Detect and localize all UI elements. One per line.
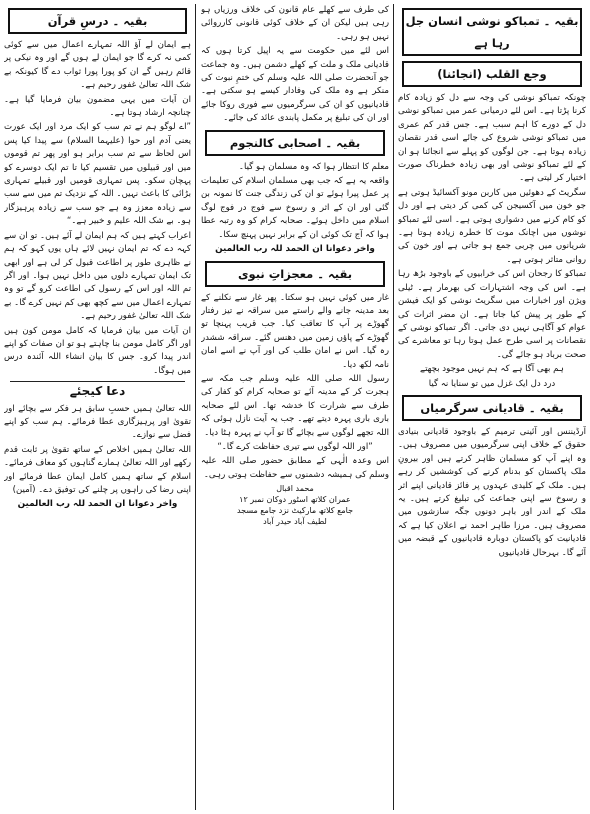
quran-lesson-heading: بقیہ ۔ درسِ قرآن (8, 8, 187, 34)
companions-paragraph-2: واقعہ یہ ہے کہ جب بھی مسلمان اسلام کی تعلیمات پر عمل پیرا ہوئے تو ان کی زندگی جنت کا نمونہ بن گئی اور ان کے اثر و رسوخ سے فوج در فوج لوگ اسلام میں داخل ہوئے۔ صحابہ کرام کو وہ رتبہ عطا ہوا کہ آج تک کوئی ان کے برابر نہیں پہنچ سکا۔ (201, 176, 389, 240)
miracles-paragraph-3: اس وعدہ الٰہی کے مطابق حضور صلی اللہ علیہ وسلم کی ہمیشہ دشمنوں سے حفاظت ہوتی رہی۔ (201, 456, 389, 480)
smoking-paragraph-2: سگریٹ کے دھوئیں میں کاربن مونو آکسائیڈ ہوتی ہے جو خون میں آکسیجن کی کمی کر دیتی ہے اور دل کو کام کرنے میں دشواری ہوتی ہے۔ اسی لئے تمباکو نوشوں میں اچانک موت کا خطرہ زیادہ ہوتا ہے۔ شریانوں میں چربی جمع ہو جاتی ہے اور خون کی روانی متاثر ہوتی ہے۔ (398, 187, 586, 265)
signature-line-4: لطیف آباد حیدر آباد (263, 517, 327, 527)
lesson-paragraph-3: ”اے لوگو ہم نے تم سب کو ایک مرد اور ایک عورت یعنی آدم اور حوا (علیہما السلام) سے پیدا کیا پس اس لحاظ سے تم سب برابر ہو اور پھر تم قوموں میں اور قبیلوں میں تقسیم کیا تا تم ایک دوسرے کو پہچان سکو۔ پس تمہاری قومیں اور قبیلے تمہاری بڑائی کا باعث نہیں۔ اللہ کے نزدیک تم میں سے سب سے زیادہ معزز وہ ہے جو سب سے زیادہ پرہیزگار ہو۔ بے شک اللہ علیم و خبیر ہے۔“ (4, 122, 191, 227)
qadiani-activities-heading: بقیہ ۔ قادیانی سرگرمیاں (402, 395, 582, 421)
section-divider (10, 381, 185, 382)
poetry-line-1: ہم بھی آگا ہے کہ ہم نہیں موجود بچھتے (420, 364, 564, 375)
dua-paragraph-1: اللہ تعالیٰ ہمیں حسبِ سابق ہر فکر سے بچائے اور تقویٰ اور پرہیزگاری عطا فرمائے۔ ہم سب کو اپنے فضل سے نوازے۔ (4, 403, 191, 441)
miracles-heading: بقیہ ۔ معجزاتِ نبوی (205, 261, 385, 287)
companions-heading: بقیہ ۔ اصحابی کالنجوم (205, 130, 385, 156)
author-signature (201, 483, 389, 527)
dua-heading: دعا کیجئے (69, 384, 126, 399)
newspaper-page (4, 4, 586, 810)
lesson-paragraph-1: ہے ایمان لے آؤ اللہ تمہارے اعمال میں سے کوئی کمی نہ کرے گا جو ایمان لے ہوں گے اور وہ نیکی پر قائم رہیں گے ان کو پورا پورا ثواب دے گا کیونکہ بے شک اللہ تعالیٰ غفور رحیم ہے۔ (4, 40, 191, 91)
dua-paragraph-2: اللہ تعالیٰ ہمیں اخلاص کے ساتھ تقویٰ پر ثابت قدم رکھے اور اللہ تعالیٰ ہمارے گناہوں کو معاف فرمائے۔ اسلام کے ساتھ ہمیں کامل ایمان عطا فرمائے اور اپنی رضا کی راہوں پر چلنے کی توفیق دے۔ (آمین) (4, 444, 191, 495)
smoking-paragraph-1: چونکہ تمباکو نوشی کی وجہ سے دل کو زیادہ کام کرنا پڑتا ہے۔ اس لئے درمیانی عمر میں تمباکو نوشی دل کے دورے کا اہم سبب ہے۔ جس قدر کم عمری میں تمباکو نوشی شروع کی جائے اسی قدر نقصان زیادہ ہوتا ہے۔ جن لوگوں کو پہلے سے انجائنا ہو ان کے لئے تمباکو نوشی اور بھی زیادہ خطرناک صورت اختیار کر لیتی ہے۔ (398, 93, 586, 184)
smoking-article-heading: بقیہ ۔ تمباکو نوشی انسان جل رہا ہے (402, 8, 582, 56)
miracles-paragraph-1: غار میں کوئی نہیں ہو سکتا۔ پھر غار سے نکلنے کے بعد مدینہ جانے والے راستے میں سراقہ نے تیز رفتار گھوڑے پر آپ کا تعاقب کیا۔ جب قریب پہنچا تو گھوڑے کے پاؤں زمین میں دھنس گئے۔ سراقہ ششدر رہ گیا۔ اس نے امان طلب کی اور آپ نے اسے امان نامہ لکھ دیا۔ (201, 292, 389, 370)
column-left (4, 4, 191, 810)
column-divider-left (195, 4, 196, 810)
lesson-paragraph-5: ان آیات میں بیان فرمایا کہ کامل مومن کون ہیں اور اگر کامل مومن بنا چاہتے ہو تو ان صفات کو اپنے اندر پیدا کرو۔ جس کا بیان انشاء اللہ آئندہ درس میں ہوگا۔ (4, 325, 191, 376)
continued-paragraph-2: اس لئے میں حکومت سے یہ اپیل کرتا ہوں کہ قادیانی ملک و ملت کے کھلے دشمن ہیں۔ وہ جماعت جو آنحضرت صلی اللہ علیہ وسلم کی ختمِ نبوت کی منکر ہے وہ ملک کی وفادار کیسے ہو سکتی ہے۔ قادیانیوں کو ان کی سرگرمیوں سے فوری روکا جائے اور ان کی تبلیغ پر مکمل پابندی عائد کی جائے۔ (201, 46, 389, 124)
lesson-paragraph-2: ان آیات میں یہی مضمون بیان فرمایا گیا ہے۔ چنانچہ ارشاد ہوتا ہے۔ (4, 94, 191, 119)
smoking-paragraph-3: تمباکو کا رجحان اس کی خرابیوں کے باوجود بڑھ رہا ہے۔ اس کی وجہ اشتہارات کی بھرمار ہے۔ ٹیلی ویژن اور اخبارات میں سگریٹ نوشی کو ایک فیشن کے طور پر پیش کیا جاتا ہے۔ ان مضر اثرات کی عوام کو آگاہی نہیں دی جاتی۔ اگر تمباکو نوشی کے نقصانات پر اسی طرح عمل ہوتا رہا تو معاشرے کی صحت برباد ہو جائے گی۔ (398, 269, 586, 360)
column-divider-right (393, 4, 394, 810)
column-middle (201, 4, 389, 810)
poetry-line-2: درد دل ایک غزل میں تو سنایا نہ گیا (428, 378, 556, 389)
closing-prayer-middle: واخر دعوانا ان الحمد للہ رب العالمین (215, 244, 375, 255)
continued-paragraph-1: کی طرف سے کھلے عام قانون کی خلاف ورزیاں ہو رہی ہیں لیکن ان کے خلاف کوئی قانونی کارروائی نہیں ہو رہی۔ (201, 5, 389, 42)
qadiani-paragraph-1: آرڈیننس اور آئینی ترمیم کے باوجود قادیانی بنیادی حقوق کے خلاف اپنی سرگرمیوں میں مصروف ہیں۔ وہ اپنے آپ کو مسلمان ظاہر کرتے ہیں اور بیرونِ ملک پاکستان کو بدنام کرنے کی کوششیں کر رہے ہیں۔ ملک کے کلیدی عہدوں پر فائز قادیانی اپنے اثر و رسوخ سے اپنی جماعت کی تبلیغ کرتے ہیں۔ یہ ملک کے اندر اور باہر دونوں جگہ سازشوں میں مصروف ہیں۔ مرزا طاہر احمد نے اعلان کیا ہے کہ قادیانیت کو پاکستان دوبارہ قادیانیوں کے قبضہ میں آئے گا۔ بہرحال قادیانیوں (398, 426, 586, 558)
closing-prayer-left: واخر دعوانا ان الحمد للہ رب العالمین (17, 499, 178, 510)
signature-name: محمد اقبال (276, 484, 314, 494)
column-right (398, 4, 586, 810)
companions-paragraph-1: معلم کا انتظار ہوا کہ وہ مسلمان ہو گیا۔ (238, 161, 389, 172)
miracles-paragraph-2: رسول اللہ صلی اللہ علیہ وسلم جب مکہ سے ہجرت کر کے مدینہ آئے تو صحابہ کرام کو کفار کی طرف سے شرارت کا خدشہ تھا۔ اس لئے صحابہ باری باری پہرہ دیتے تھے۔ جب یہ آیت نازل ہوئی کہ اللہ تجھے لوگوں سے بچائے گا تو آپ نے پہرہ ہٹا دیا۔ (201, 373, 389, 438)
signature-line-2: عمران کلاتھ اسٹور دوکان نمبر ۱۲ (239, 495, 351, 505)
quran-verse: ”اور اللہ لوگوں سے تیری حفاظت کرے گا۔“ (217, 441, 373, 452)
angina-subheading: وجع القلب (انجائنا) (402, 61, 582, 87)
signature-line-3: جامع کلاتھ مارکیٹ نزد جامع مسجد (236, 506, 354, 516)
lesson-paragraph-4: اعراب کہتے ہیں کہ ہم ایمان لے آئے ہیں۔ تو ان سے کہہ دے کہ تم ایمان نہیں لائے ہاں یوں کہو کہ ہم نے ظاہری طور پر اطاعت قبول کر لی ہے اور ابھی تک ایمان تمہارے دلوں میں داخل نہیں ہوا۔ اور اگر تم اللہ اور اس کے رسول کی اطاعت کرو گے تو وہ تمہارے اعمال میں سے کچھ بھی کم نہیں کرے گا۔ بے شک اللہ تعالیٰ غفور رحیم ہے۔ (4, 230, 191, 322)
